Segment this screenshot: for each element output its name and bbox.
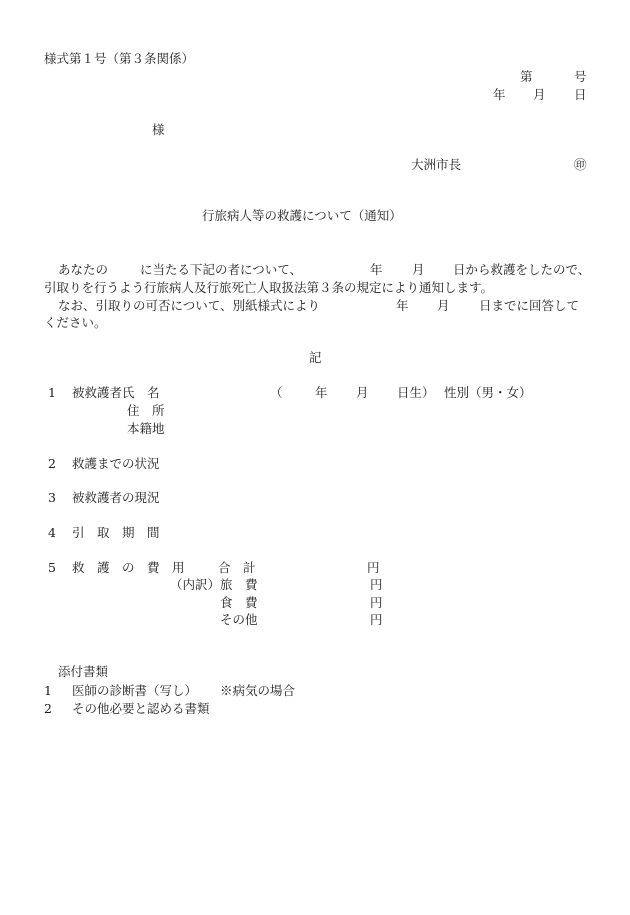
cost-travel-yen: 円	[370, 577, 383, 592]
body-p1-line2: 引取りを行うよう行旅病人及行旅死亡人取扱法第３条の規定により通知します。	[44, 280, 494, 295]
cost-other-yen: 円	[370, 612, 383, 627]
item1-name-label: 被救護者氏 名	[72, 385, 160, 400]
body-p1-year: 年	[370, 262, 383, 277]
body-p2-year: 年	[396, 298, 409, 313]
item2-label: 救護までの状況	[72, 456, 160, 471]
body-p2-c: 日までに回答して	[479, 298, 580, 313]
item1-birth-year: 年	[315, 385, 328, 400]
doc-number-go: 号	[574, 69, 587, 84]
cost-total-yen: 円	[367, 560, 380, 575]
body-p1-month: 月	[412, 262, 425, 277]
item5-number: 5	[48, 560, 56, 575]
seal-mark: ㊞	[574, 157, 587, 172]
cost-travel-label: 旅 費	[220, 577, 258, 592]
ki-heading: 記	[309, 350, 322, 365]
attachment1-note: ※病気の場合	[220, 683, 296, 698]
item1-number: 1	[48, 385, 56, 400]
attachments-heading: 添付書類	[58, 664, 109, 679]
item1-address-label: 住 所	[127, 403, 165, 418]
item4-number: 4	[48, 525, 56, 540]
item1-gender: 性別（男・女）	[444, 385, 532, 400]
doc-number-dai: 第	[520, 69, 533, 84]
attachment1-label: 医師の診断書（写し）	[72, 683, 198, 698]
body-p2-a: なお、引取りの可否について、別紙様式により	[58, 298, 321, 313]
issuer-name: 大洲市長	[411, 157, 462, 172]
addressee-suffix: 様	[152, 122, 165, 137]
date-year: 年	[493, 87, 506, 102]
cost-food-yen: 円	[370, 595, 383, 610]
body-p1-c: 日から救護をしたので、	[453, 262, 591, 277]
document-title: 行旅病人等の救護について（通知）	[202, 208, 402, 223]
item3-label: 被救護者の現況	[72, 490, 160, 505]
attachment2-number: 2	[44, 701, 52, 716]
item1-birth-day: 日生）	[397, 385, 435, 400]
cost-total-label: 合 計	[218, 560, 256, 575]
cost-other-label: その他	[220, 612, 258, 627]
attachment2-label: その他必要と認める書類	[72, 701, 210, 716]
cost-food-label: 食 費	[220, 595, 258, 610]
item1-birth-open: （	[270, 385, 283, 400]
item5-label: 救 護 の 費 用	[72, 560, 185, 575]
attachment1-number: 1	[44, 683, 52, 698]
item4-label: 引 取 期 間	[72, 525, 160, 540]
item2-number: 2	[48, 456, 56, 471]
form-label: 様式第１号（第３条関係）	[44, 51, 195, 66]
cost-breakdown-label: （内訳）	[170, 577, 221, 592]
body-p2-line2: ください。	[44, 315, 107, 330]
body-p1-a: あなたの	[58, 262, 109, 277]
item1-honseki-label: 本籍地	[127, 421, 165, 436]
item1-birth-month: 月	[356, 385, 369, 400]
body-p2-month: 月	[437, 298, 450, 313]
item3-number: 3	[48, 490, 56, 505]
date-month: 月	[533, 87, 546, 102]
date-day: 日	[574, 87, 587, 102]
body-p1-b: に当たる下記の者について、	[140, 262, 303, 277]
